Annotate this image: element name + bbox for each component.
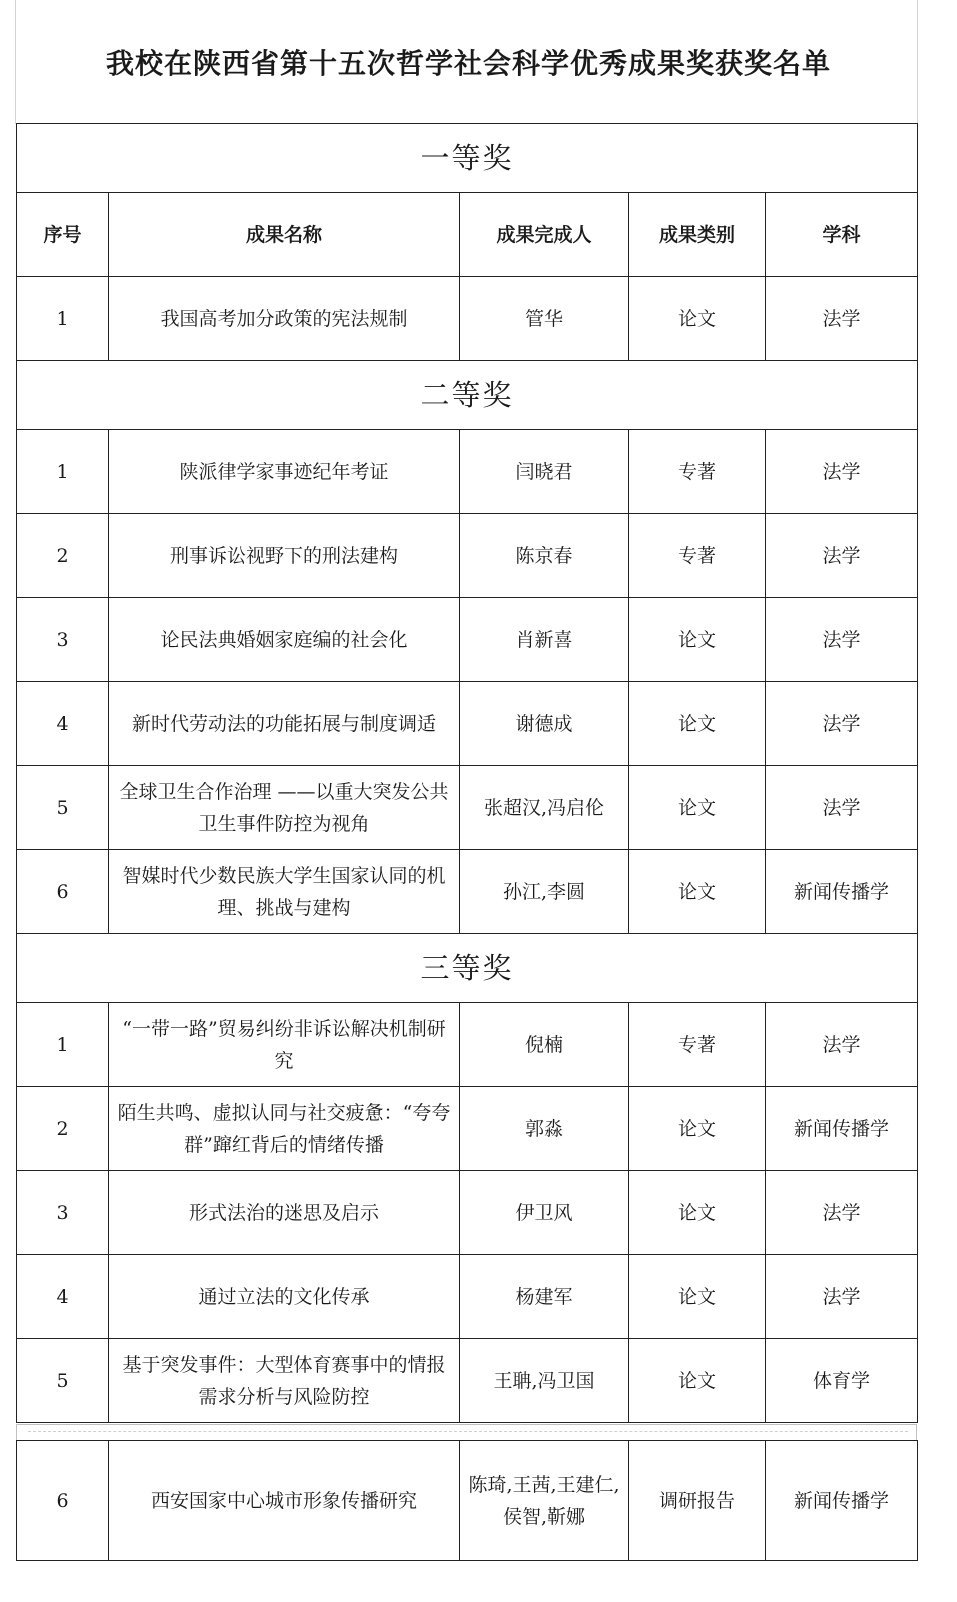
cell-subject: 法学 (766, 277, 918, 361)
section-title: 一等奖 (17, 124, 918, 193)
cell-title: 全球卫生合作治理 ——以重大突发公共卫生事件防控为视角 (109, 766, 460, 850)
cell-type: 论文 (629, 1255, 766, 1339)
cell-subject: 法学 (766, 514, 918, 598)
cell-authors: 张超汉,冯启伦 (460, 766, 629, 850)
page-break-line (16, 1424, 917, 1425)
cell-no: 4 (17, 682, 109, 766)
table-row (17, 1087, 918, 1171)
section-title: 三等奖 (17, 934, 918, 1003)
cell-type: 论文 (629, 277, 766, 361)
cell-title: “一带一路”贸易纠纷非诉讼解决机制研究 (109, 1003, 460, 1087)
section-title: 二等奖 (17, 361, 918, 430)
cell-type: 专著 (629, 1003, 766, 1087)
cell-authors: 陈京春 (460, 514, 629, 598)
section-row (17, 124, 918, 193)
cell-subject: 体育学 (766, 1339, 918, 1423)
cell-authors: 肖新喜 (460, 598, 629, 682)
cell-subject: 法学 (766, 1255, 918, 1339)
cell-authors: 郭淼 (460, 1087, 629, 1171)
cell-type: 论文 (629, 1087, 766, 1171)
section-row (17, 934, 918, 1003)
header-row (17, 193, 918, 277)
cell-type: 专著 (629, 514, 766, 598)
cell-no: 2 (17, 1087, 109, 1171)
cell-subject: 法学 (766, 682, 918, 766)
cell-authors: 管华 (460, 277, 629, 361)
cell-subject: 法学 (766, 430, 918, 514)
document-title: 我校在陕西省第十五次哲学社会科学优秀成果奖获奖名单 (105, 47, 831, 80)
cell-title: 西安国家中心城市形象传播研究 (109, 1441, 460, 1561)
cell-subject: 法学 (766, 766, 918, 850)
cell-type: 论文 (629, 682, 766, 766)
cell-no: 1 (17, 277, 109, 361)
table-row (17, 277, 918, 361)
cell-title: 论民法典婚姻家庭编的社会化 (109, 598, 460, 682)
cell-no: 2 (17, 514, 109, 598)
cell-subject: 法学 (766, 598, 918, 682)
award-table (16, 123, 918, 1423)
cell-type: 论文 (629, 1339, 766, 1423)
cell-authors: 谢德成 (460, 682, 629, 766)
cell-type: 论文 (629, 766, 766, 850)
cell-no: 5 (17, 766, 109, 850)
award-table-continued (16, 1440, 918, 1561)
header-subject: 学科 (766, 193, 918, 277)
cell-type: 专著 (629, 430, 766, 514)
cell-no: 3 (17, 1171, 109, 1255)
table-row (17, 1255, 918, 1339)
page-break-dashed-line (28, 1431, 908, 1432)
page-break-left-edge (16, 1424, 17, 1440)
cell-authors: 孙江,李圆 (460, 850, 629, 934)
cell-title: 陕派律学家事迹纪年考证 (109, 430, 460, 514)
section-row (17, 361, 918, 430)
cell-authors: 杨建军 (460, 1255, 629, 1339)
table-row (17, 1441, 918, 1561)
table-row (17, 850, 918, 934)
table-row (17, 1003, 918, 1087)
table-row (17, 598, 918, 682)
cell-authors: 伊卫风 (460, 1171, 629, 1255)
cell-type: 论文 (629, 850, 766, 934)
cell-title: 智媒时代少数民族大学生国家认同的机理、挑战与建构 (109, 850, 460, 934)
cell-type: 调研报告 (629, 1441, 766, 1561)
cell-title: 刑事诉讼视野下的刑法建构 (109, 514, 460, 598)
table-row (17, 766, 918, 850)
cell-no: 6 (17, 1441, 109, 1561)
cell-no: 6 (17, 850, 109, 934)
cell-type: 论文 (629, 598, 766, 682)
cell-subject: 新闻传播学 (766, 1087, 918, 1171)
cell-authors: 陈琦,王茜,王建仁,侯智,靳娜 (460, 1441, 629, 1561)
cell-no: 1 (17, 1003, 109, 1087)
cell-no: 4 (17, 1255, 109, 1339)
cell-title: 新时代劳动法的功能拓展与制度调适 (109, 682, 460, 766)
page-break-right-edge (916, 1424, 917, 1440)
header-type: 成果类别 (629, 193, 766, 277)
cell-no: 1 (17, 430, 109, 514)
header-authors: 成果完成人 (460, 193, 629, 277)
cell-authors: 王聃,冯卫国 (460, 1339, 629, 1423)
table-row (17, 1339, 918, 1423)
cell-type: 论文 (629, 1171, 766, 1255)
cell-no: 3 (17, 598, 109, 682)
table-row (17, 430, 918, 514)
cell-title: 形式法治的迷思及启示 (109, 1171, 460, 1255)
cell-subject: 法学 (766, 1171, 918, 1255)
cell-authors: 闫晓君 (460, 430, 629, 514)
cell-title: 陌生共鸣、虚拟认同与社交疲惫：“夸夸群”蹿红背后的情绪传播 (109, 1087, 460, 1171)
table-row (17, 1171, 918, 1255)
header-title: 成果名称 (109, 193, 460, 277)
cell-subject: 法学 (766, 1003, 918, 1087)
cell-authors: 倪楠 (460, 1003, 629, 1087)
cell-title: 通过立法的文化传承 (109, 1255, 460, 1339)
cell-no: 5 (17, 1339, 109, 1423)
table-row (17, 682, 918, 766)
cell-subject: 新闻传播学 (766, 850, 918, 934)
header-no: 序号 (17, 193, 109, 277)
cell-title: 我国高考加分政策的宪法规制 (109, 277, 460, 361)
cell-subject: 新闻传播学 (766, 1441, 918, 1561)
cell-title: 基于突发事件：大型体育赛事中的情报需求分析与风险防控 (109, 1339, 460, 1423)
table-row (17, 514, 918, 598)
